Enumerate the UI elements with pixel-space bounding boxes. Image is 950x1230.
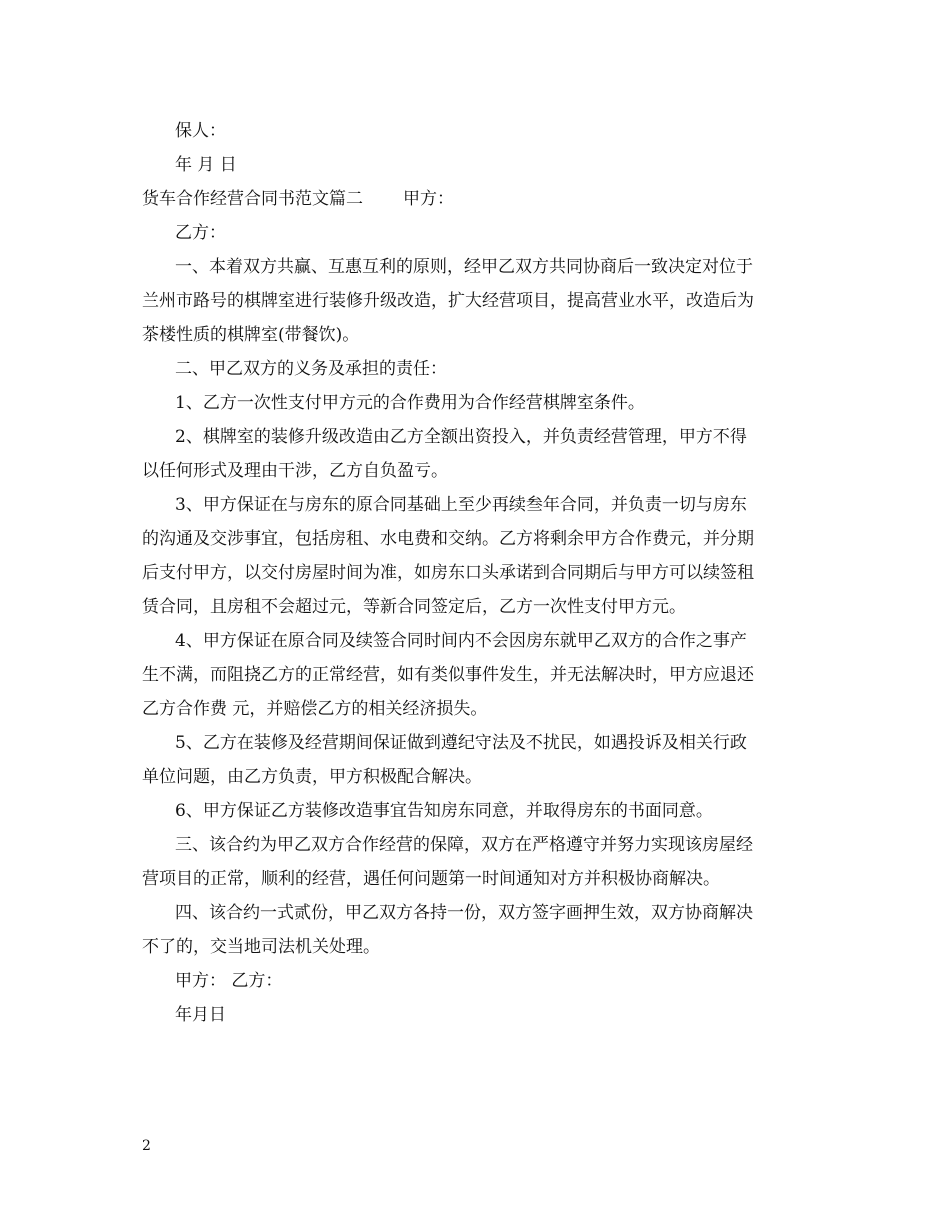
text-line: 四、该合约一式贰份，甲乙双方各持一份，双方签字画押生效，双方协商解决	[175, 903, 753, 923]
text-line: 1、乙方一次性支付甲方元的合作费用为合作经营棋牌室条件。	[175, 393, 645, 413]
text-line: 乙方合作费 元，并赔偿乙方的相关经济损失。	[142, 699, 488, 719]
text-line: 二、甲乙双方的义务及承担的责任：	[175, 359, 447, 379]
text-line: 一、本着双方共赢、互惠互利的原则，经甲乙双方共同协商后一致决定对位于	[175, 257, 753, 277]
text-line: 的沟通及交涉事宜，包括房租、水电费和交纳。乙方将剩余甲方合作费元，并分期	[142, 529, 754, 549]
text-line: 生不满，而阻挠乙方的正常经营，如有类似事件发生，并无法解决时，甲方应退还	[142, 665, 754, 685]
text-line: 4、甲方保证在原合同及续签合同时间内不会因房东就甲乙双方的合作之事产	[175, 631, 747, 651]
text-line: 5、乙方在装修及经营期间保证做到遵纪守法及不扰民，如遇投诉及相关行政	[175, 733, 747, 753]
text-line: 营项目的正常，顺利的经营，遇任何问题第一时间通知对方并积极协商解决。	[142, 869, 720, 889]
page-number: 2	[142, 1138, 151, 1154]
text-line: 赁合同，且房租不会超过元，等新合同签定后，乙方一次性支付甲方元。	[142, 597, 686, 617]
signature-line: 甲方： 乙方：	[175, 971, 283, 991]
text-line: 保人：	[175, 121, 226, 141]
text-line: 2、棋牌室的装修升级改造由乙方全额出资投入，并负责经营管理，甲方不得	[175, 427, 747, 447]
section-heading-line	[142, 182, 812, 216]
text-line: 以任何形式及理由干涉，乙方自负盈亏。	[142, 461, 448, 481]
text-line: 茶楼性质的棋牌室(带餐饮)。	[142, 325, 360, 345]
text-line: 年 月 日	[175, 155, 237, 175]
text-line: 三、该合约为甲乙双方合作经营的保障，双方在严格遵守并努力实现该房屋经	[175, 835, 753, 855]
text-line: 3、甲方保证在与房东的原合同基础上至少再续叁年合同，并负责一切与房东	[175, 495, 747, 515]
party-a-label: 甲方：	[403, 189, 454, 209]
text-line: 单位问题，由乙方负责，甲方积极配合解决。	[142, 767, 482, 787]
date-line: 年月日	[175, 1005, 226, 1025]
section-title: 货车合作经营合同书范文篇二	[142, 189, 363, 209]
text-line: 兰州市路号的棋牌室进行装修升级改造，扩大经营项目，提高营业水平，改造后为	[142, 291, 754, 311]
text-line: 不了的，交当地司法机关处理。	[142, 937, 380, 957]
document-body	[142, 114, 812, 1032]
text-line: 乙方：	[175, 223, 226, 243]
text-line: 后支付甲方，以交付房屋时间为准，如房东口头承诺到合同期后与甲方可以续签租	[142, 563, 754, 583]
text-line: 6、甲方保证乙方装修改造事宜告知房东同意，并取得房东的书面同意。	[175, 801, 713, 821]
